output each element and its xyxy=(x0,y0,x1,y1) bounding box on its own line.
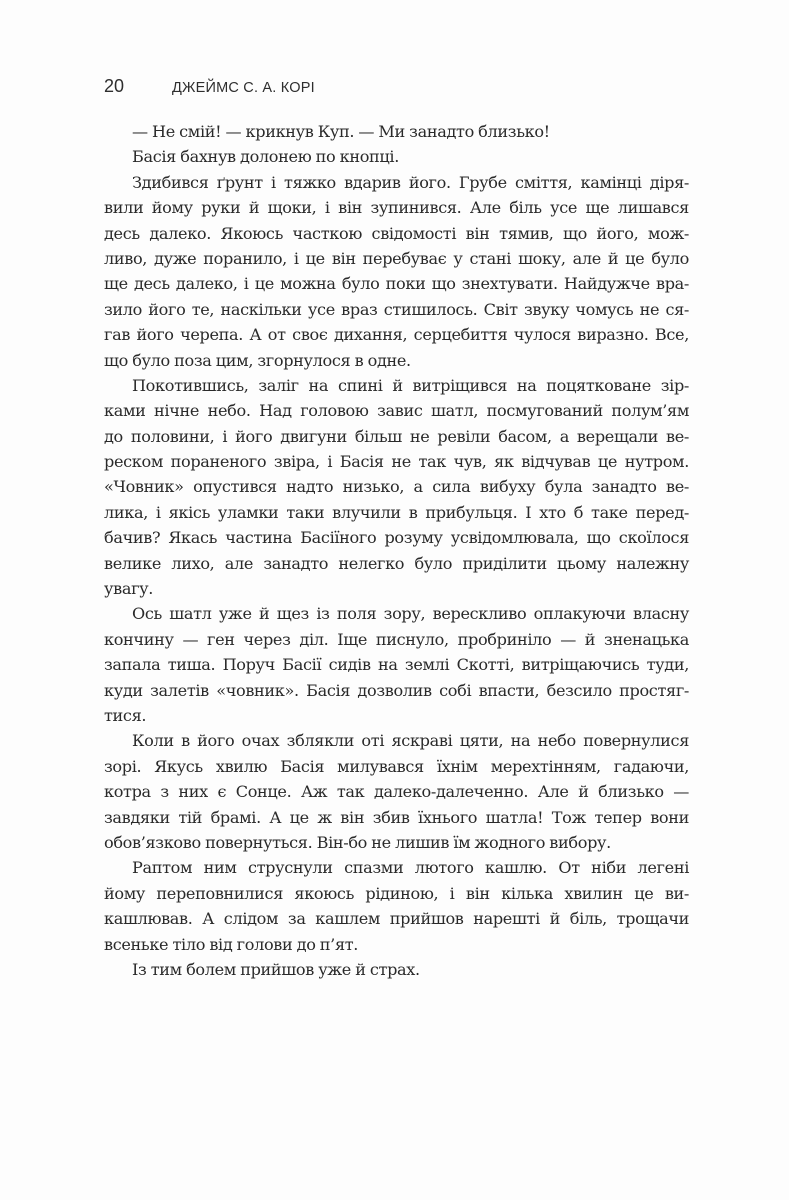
text-line: Ось шатл уже й щез із поля зору, верескливо оплакуючи власну xyxy=(132,604,689,624)
text-line: зорі. Якусь хвилю Басія милувався їхнім мерехтінням, гадаючи, xyxy=(104,756,689,776)
text-line: Коли в його очах зблякли оті яскраві цяти, на небо повернулися xyxy=(132,731,689,751)
page-number: 20 xyxy=(104,76,125,96)
text-line: ливо, дуже поранило, і це він перебуває у стані шоку, але й це було xyxy=(104,248,689,268)
text-line: Басія бахнув долонею по кнопці. xyxy=(132,147,399,167)
text-line: котра з них є Сонце. Аж так далеко-далеченно. Але й близько — xyxy=(104,782,689,802)
text-line: кончину — ген через діл. Іще писнуло, пробриніло — й зненацька xyxy=(104,629,689,649)
text-line: куди залетів «човник». Басія дозволив собі впасти, безсило простяг- xyxy=(104,680,689,700)
running-title: ДЖЕЙМС С. А. КОРІ xyxy=(172,80,315,96)
text-line: велике лихо, але занадто нелегко було приділити цьому належну xyxy=(104,553,689,573)
body-text xyxy=(104,119,689,982)
text-line: кашлював. А слідом за кашлем прийшов нарешті й біль, трощачи xyxy=(104,909,689,929)
text-line: Раптом ним струснули спазми лютого кашлю. От ніби легені xyxy=(132,858,689,878)
text-line: десь далеко. Якоюсь часткою свідомості він тямив, що його, мож- xyxy=(104,223,689,243)
text-line: Із тим болем прийшов уже й страх. xyxy=(132,959,420,979)
text-line: гав його черепа. А от своє дихання, серцебиття чулося виразно. Все, xyxy=(104,325,689,345)
text-line: обов’язково повернуться. Він-бо не лишив їм жодного вибору. xyxy=(104,832,611,852)
text-line: увагу. xyxy=(104,579,154,599)
text-line: що було поза цим, згорнулося в одне. xyxy=(104,350,411,370)
text-line: до половини, і його двигуни більш не ревіли басом, а верещали ве- xyxy=(104,426,689,446)
text-line: Здибився ґрунт і тяжко вдарив його. Грубе сміття, камінці діря- xyxy=(132,172,689,192)
text-line: бачив? Якась частина Басіїного розуму усвідомлювала, що скоїлося xyxy=(104,528,689,548)
text-line: Покотившись, заліг на спині й витріщився на поцятковане зір- xyxy=(132,375,689,395)
text-line: ками нічне небо. Над головою завис шатл, посмугований полум’ям xyxy=(104,401,689,421)
text-line: ще десь далеко, і це можна було поки що знехтувати. Найдужче вра- xyxy=(104,274,689,294)
text-line: — Не смій! — крикнув Куп. — Ми занадто близько! xyxy=(132,122,550,141)
text-line: лика, і якісь уламки таки влучили в прибульця. І хто б таке перед- xyxy=(104,502,689,522)
text-line: тися. xyxy=(104,705,147,725)
text-line: всеньке тіло від голови до п’ят. xyxy=(104,934,359,954)
text-line: зило його те, наскільки усе враз стишилось. Світ звуку чомусь не ся- xyxy=(104,299,689,319)
text-line: «Човник» опустився надто низько, а сила вибуху була занадто ве- xyxy=(104,477,689,497)
text-line: завдяки тій брамі. А це ж він збив їхнього шатла! Тож тепер вони xyxy=(104,807,689,827)
text-line: вили йому руки й щоки, і він зупинився. Але біль усе ще лишався xyxy=(104,198,689,218)
text-line: реском пораненого звіра, і Басія не так чув, як відчував це нутром. xyxy=(104,452,689,472)
text-line: запала тиша. Поруч Басії сидів на землі Скотті, витріщаючись туди, xyxy=(104,655,689,675)
text-line: йому переповнилися якоюсь рідиною, і він кілька хвилин це ви- xyxy=(104,883,689,903)
running-header xyxy=(104,76,315,97)
